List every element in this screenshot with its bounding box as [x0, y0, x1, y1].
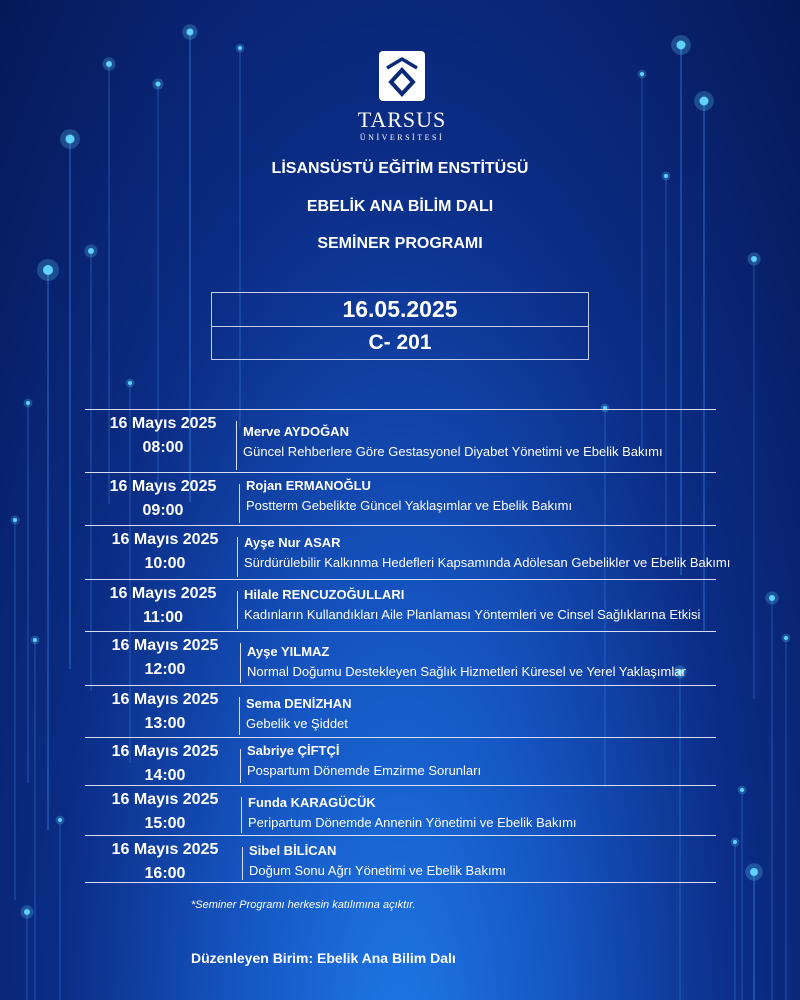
- light-dot: [26, 401, 30, 405]
- light-dot: [128, 381, 132, 385]
- date-room-box: [211, 292, 589, 360]
- session-time: 10:00: [144, 555, 186, 572]
- row-divider: [85, 579, 716, 580]
- program-title: SEMİNER PROGRAMI: [317, 235, 483, 252]
- light-dot: [58, 818, 62, 822]
- session-topic: Postterm Gebelikte Güncel Yaklaşımlar ve Ebelik Bakımı: [246, 498, 573, 513]
- session-topic: Sürdürülebilir Kalkınma Hedefleri Kapsamında Adölesan Gebelikler ve Ebelik Bakımı: [244, 555, 731, 570]
- session-topic: Peripartum Dönemde Annenin Yönetimi ve Ebelik Bakımı: [248, 815, 577, 830]
- session-speaker: Ayşe YILMAZ: [247, 644, 330, 659]
- row-divider: [85, 737, 716, 738]
- event-room: C- 201: [368, 331, 432, 354]
- column-divider: [239, 484, 240, 523]
- column-divider: [241, 797, 242, 833]
- session-detail-cell: [246, 694, 351, 734]
- session-time-cell: [90, 528, 240, 576]
- session-speaker: Sabriye ÇİFTÇİ: [247, 743, 340, 758]
- light-dot: [238, 46, 242, 50]
- session-detail-cell: [248, 793, 577, 833]
- session-time-cell: [90, 740, 240, 788]
- light-dot: [677, 41, 686, 50]
- session-topic: Güncel Rehberlere Göre Gestasyonel Diyabet Yönetimi ve Ebelik Bakımı: [243, 444, 663, 459]
- session-day: 16 Mayıs 2025: [111, 791, 219, 808]
- session-detail-cell: [247, 741, 481, 781]
- session-time-cell: [88, 475, 238, 523]
- light-dot: [740, 788, 744, 792]
- light-dot: [640, 72, 644, 76]
- light-dot: [784, 636, 788, 640]
- session-time: 16:00: [144, 865, 186, 882]
- session-time-cell: [90, 634, 240, 682]
- session-detail-cell: [247, 642, 686, 682]
- session-day: 16 Mayıs 2025: [109, 415, 217, 432]
- session-time-cell: [90, 838, 240, 886]
- event-date: 16.05.2025: [212, 293, 588, 327]
- light-dot: [33, 638, 37, 642]
- university-name: TARSUS: [357, 107, 447, 132]
- session-speaker: Merve AYDOĞAN: [243, 424, 349, 439]
- session-topic: Normal Doğumu Destekleyen Sağlık Hizmetleri Küresel ve Yerel Yaklaşımlar: [247, 664, 686, 679]
- session-topic: Gebelik ve Şiddet: [246, 716, 348, 731]
- light-dot: [24, 909, 30, 915]
- participation-note: *Seminer Programı herkesin katılımına açıktır.: [191, 899, 416, 911]
- light-dot: [700, 97, 709, 106]
- session-time: 12:00: [144, 661, 186, 678]
- light-dot: [13, 518, 17, 522]
- column-divider: [240, 749, 241, 783]
- session-time: 14:00: [144, 767, 186, 784]
- session-time: 11:00: [142, 609, 184, 626]
- light-dot: [156, 82, 161, 87]
- session-speaker: Ayşe Nur ASAR: [244, 535, 341, 550]
- session-detail-cell: [244, 585, 700, 625]
- organizer-line: Düzenleyen Birim: Ebelik Ana Bilim Dalı: [191, 950, 456, 966]
- session-speaker: Rojan ERMANOĞLU: [246, 478, 371, 493]
- session-time: 09:00: [142, 502, 184, 519]
- session-time-cell: [88, 582, 238, 630]
- light-dot: [187, 29, 194, 36]
- session-topic: Pospartum Dönemde Emzirme Sorunları: [247, 763, 482, 778]
- session-time-cell: [90, 788, 240, 836]
- session-speaker: Funda KARAGÜCÜK: [248, 795, 376, 810]
- session-topic: Kadınların Kullandıkları Aile Planlaması Yöntemleri ve Cinsel Sağlıklarına Etkisi: [244, 607, 701, 622]
- light-dot: [106, 61, 112, 67]
- row-divider: [85, 409, 716, 410]
- row-divider: [85, 472, 716, 473]
- light-dot: [733, 840, 737, 844]
- row-divider: [85, 785, 716, 786]
- light-dot: [769, 595, 775, 601]
- session-day: 16 Mayıs 2025: [109, 478, 217, 495]
- column-divider: [242, 847, 243, 880]
- institute-title: LİSANSÜSTÜ EĞİTİM ENSTİTÜSÜ: [271, 160, 529, 177]
- session-topic: Doğum Sonu Ağrı Yönetimi ve Ebelik Bakımı: [249, 863, 506, 878]
- university-wordmark: [340, 108, 464, 143]
- session-speaker: Sema DENİZHAN: [246, 696, 352, 711]
- light-dot: [66, 135, 75, 144]
- row-divider: [85, 685, 716, 686]
- tarsus-university-emblem-icon: [379, 51, 425, 101]
- university-subtitle: ÜNİVERSİTESİ: [359, 133, 445, 142]
- session-detail-cell: [244, 533, 730, 573]
- row-divider: [85, 631, 716, 632]
- column-divider: [240, 643, 241, 683]
- session-speaker: Hilale RENCUZOĞULLARI: [244, 587, 405, 602]
- session-detail-cell: [243, 422, 663, 462]
- department-title: EBELİK ANA BİLİM DALI: [306, 198, 494, 215]
- row-divider: [85, 835, 716, 836]
- light-dot: [43, 265, 53, 275]
- light-dot: [751, 256, 757, 262]
- session-time-cell: [88, 412, 238, 460]
- session-detail-cell: [249, 841, 506, 881]
- session-day: 16 Mayıs 2025: [111, 637, 219, 654]
- session-detail-cell: [246, 476, 572, 516]
- light-dot: [750, 868, 758, 876]
- session-day: 16 Mayıs 2025: [111, 841, 219, 858]
- session-speaker: Sibel BİLİCAN: [249, 843, 337, 858]
- row-divider: [85, 882, 716, 883]
- session-time: 13:00: [144, 715, 186, 732]
- row-divider: [85, 525, 716, 526]
- session-day: 16 Mayıs 2025: [111, 743, 219, 760]
- session-time: 08:00: [142, 439, 184, 456]
- session-day: 16 Mayıs 2025: [109, 585, 217, 602]
- session-day: 16 Mayıs 2025: [111, 531, 219, 548]
- session-time: 15:00: [144, 815, 186, 832]
- session-day: 16 Mayıs 2025: [111, 691, 219, 708]
- session-time-cell: [90, 688, 240, 736]
